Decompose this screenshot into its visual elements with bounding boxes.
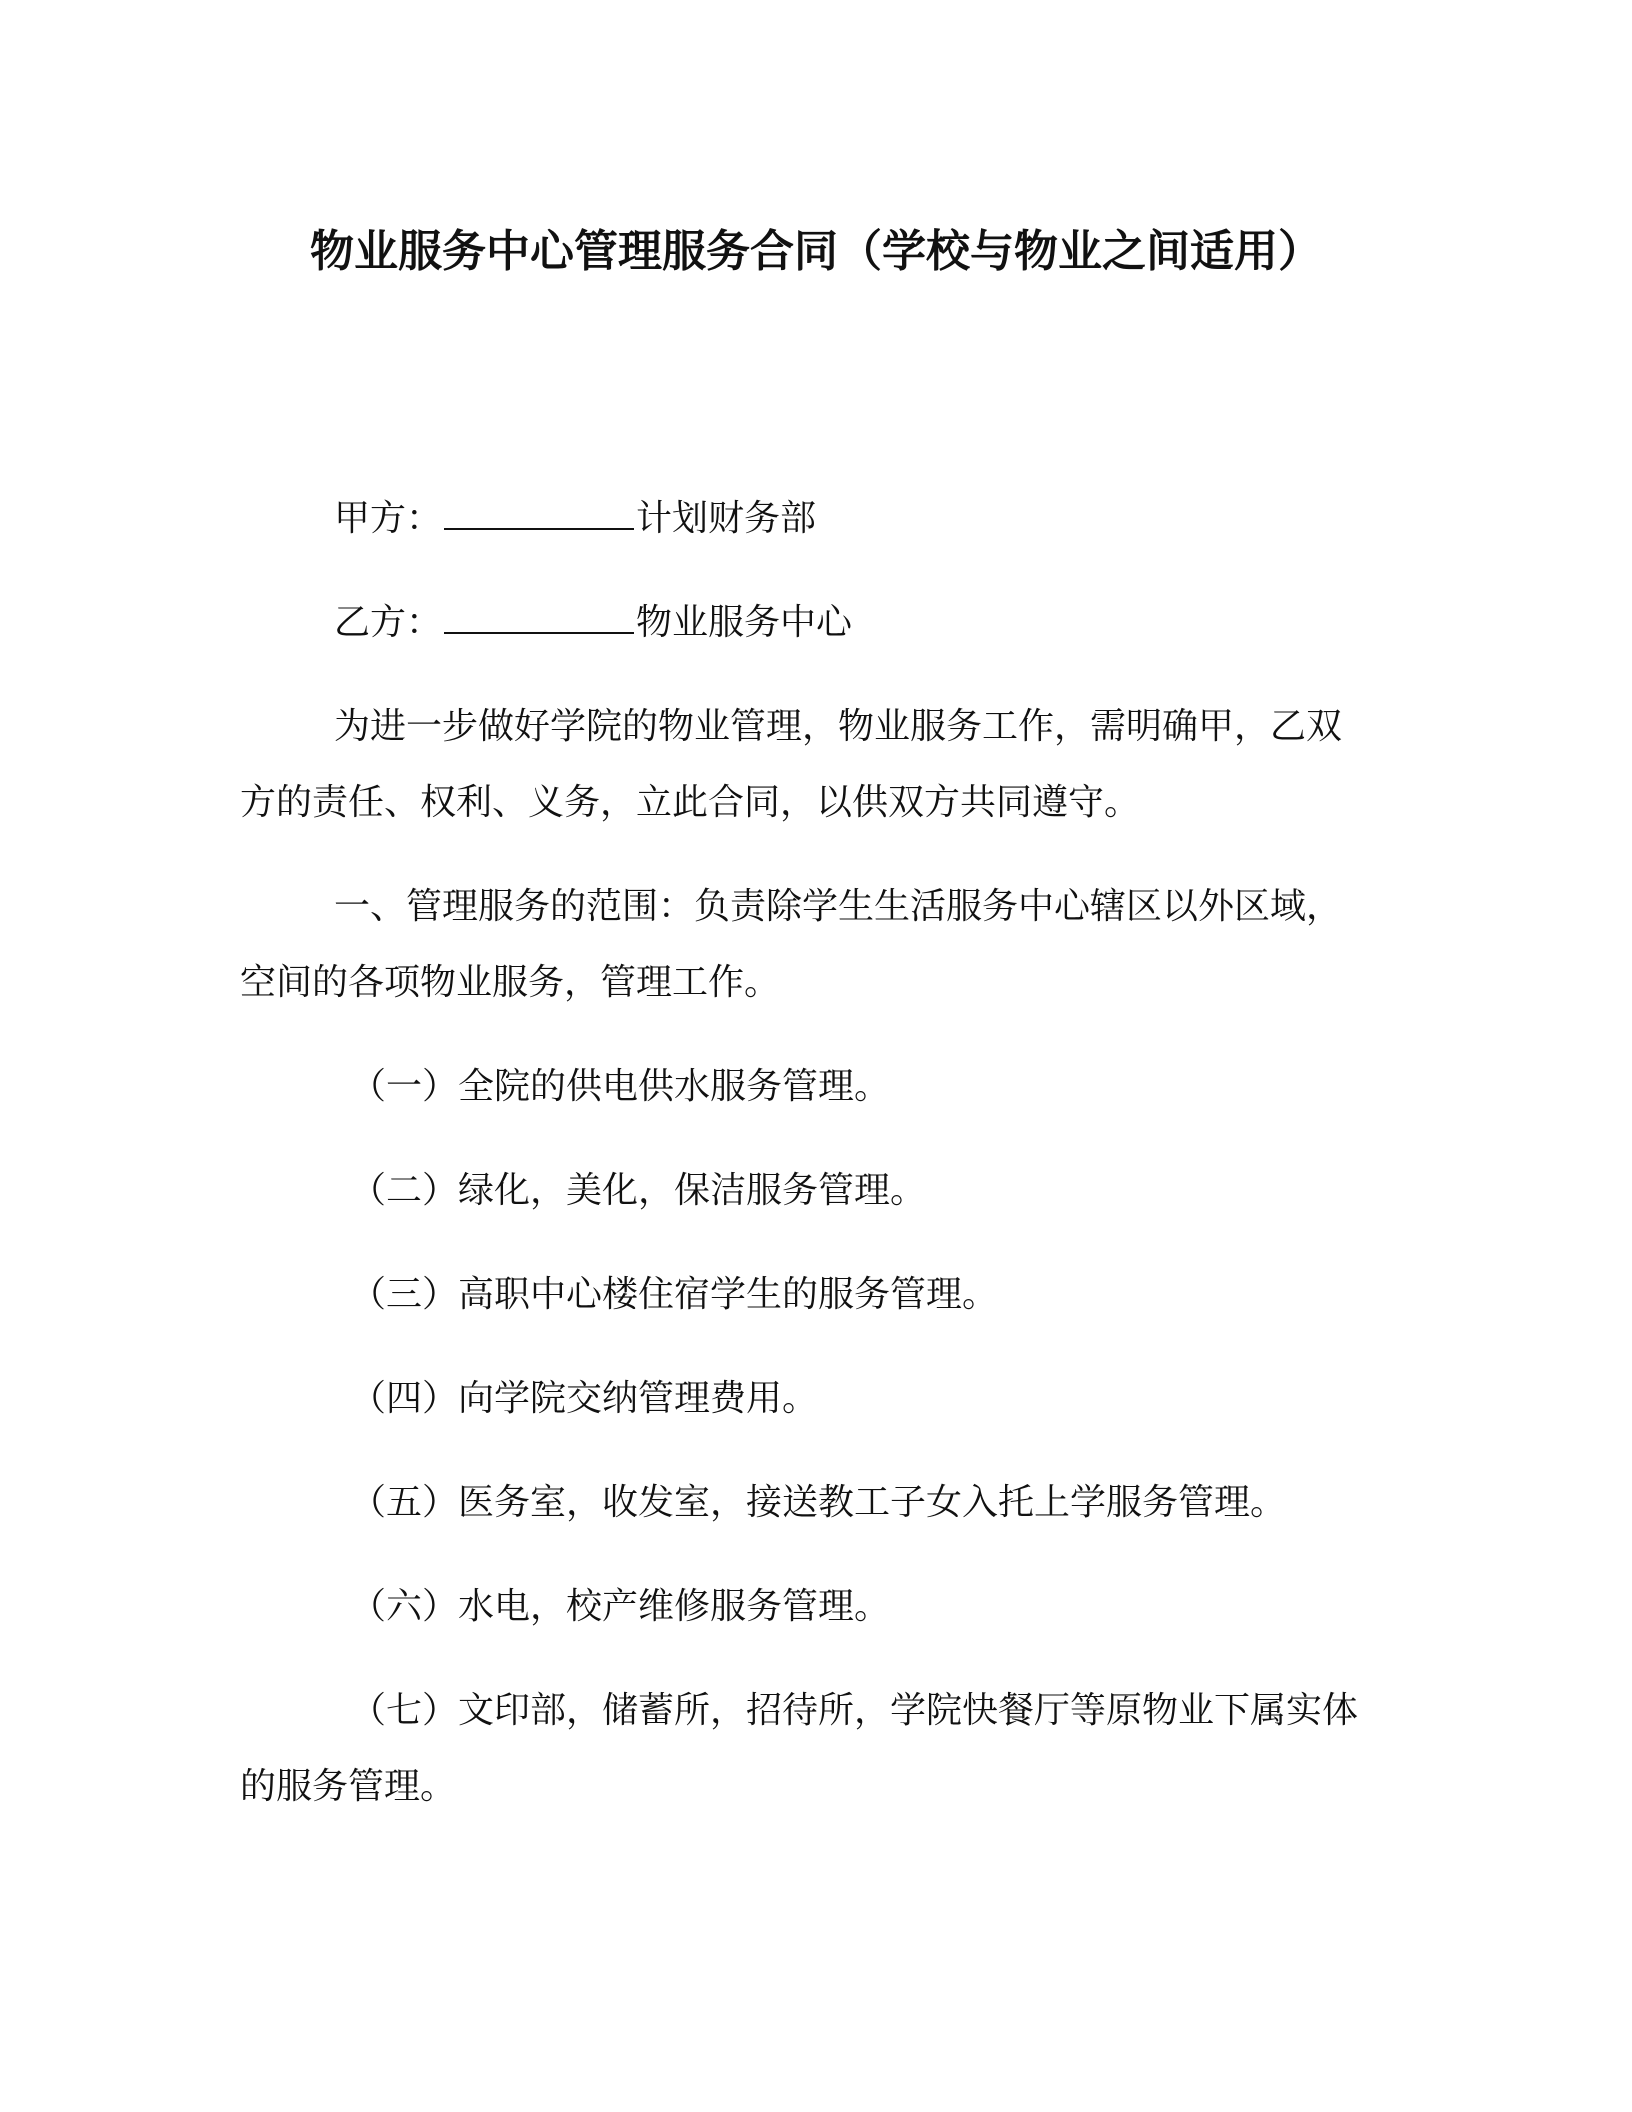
list-item: （二）绿化，美化，保洁服务管理。 — [350, 1170, 927, 1211]
party-a-label: 甲方： — [334, 498, 443, 539]
item7-line-1: （七）文印部，储蓄所，招待所，学院快餐厅等原物业下属实体 — [350, 1690, 1359, 1731]
list-item: （六）水电，校产维修服务管理。 — [350, 1586, 891, 1627]
section1-line-2: 空间的各项物业服务，管理工作。 — [240, 962, 781, 1003]
item7-line-2: 的服务管理。 — [240, 1766, 457, 1807]
intro-line-2: 方的责任、权利、义务，立此合同，以供双方共同遵守。 — [240, 782, 1141, 823]
party-b-label: 乙方： — [334, 602, 443, 643]
party-b-name: 物业服务中心 — [636, 602, 853, 643]
section1-line-1: 一、管理服务的范围：负责除学生生活服务中心辖区以外区域， — [334, 886, 1343, 927]
list-item: （三）高职中心楼住宿学生的服务管理。 — [350, 1274, 999, 1315]
list-item: （四）向学院交纳管理费用。 — [350, 1378, 819, 1419]
party-a-blank-underline — [444, 494, 634, 530]
list-item: （一）全院的供电供水服务管理。 — [350, 1066, 891, 1107]
party-a-line — [334, 494, 816, 544]
document-title: 物业服务中心管理服务合同（学校与物业之间适用） — [310, 226, 1322, 277]
intro-line-1: 为进一步做好学院的物业管理，物业服务工作，需明确甲，乙双 — [334, 706, 1343, 747]
party-b-line — [334, 598, 852, 648]
party-b-blank-underline — [444, 598, 634, 634]
party-a-name: 计划财务部 — [636, 498, 817, 539]
list-item: （五）医务室，收发室，接送教工子女入托上学服务管理。 — [350, 1482, 1287, 1523]
